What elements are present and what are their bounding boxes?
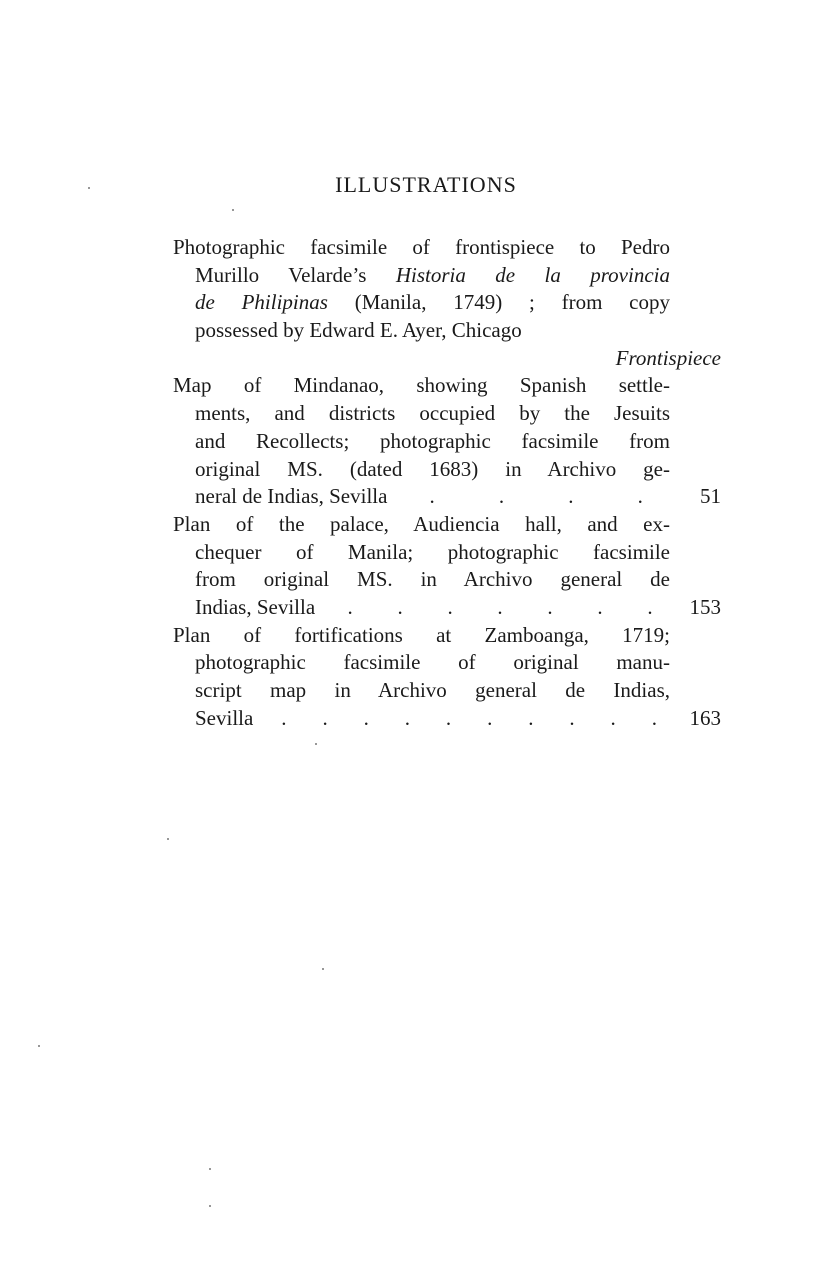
scan-speck <box>209 1168 211 1170</box>
entry-line: script map in Archivo general de Indias, <box>195 678 670 702</box>
dot-leader: . . . . . . . . . . <box>281 705 657 730</box>
entry-line: Indias, Sevilla . . . . . . . 153 <box>195 594 721 622</box>
scan-speck <box>315 743 317 745</box>
entry-line: Murillo Velarde’s Historia de la provincia <box>195 262 670 287</box>
book-title-italic: Historia de la provincia <box>395 262 670 287</box>
scan-speck <box>322 968 324 970</box>
dot-leader: . . . . <box>429 484 643 509</box>
scan-speck <box>38 1045 40 1047</box>
illustrations-list <box>173 234 721 732</box>
page-reference: 51 <box>700 484 721 509</box>
entry-line: neral de Indias, Sevilla . . . . 51 <box>195 483 721 511</box>
dot-leader: . . . . . . . <box>347 594 653 619</box>
entry-line: ments, and districts occupied by the Jesuits <box>195 401 670 426</box>
page-reference: 163 <box>689 705 721 730</box>
entry-line: and Recollects; photographic facsimile from <box>195 428 670 453</box>
scan-speck <box>88 187 90 189</box>
scan-speck <box>209 1205 211 1207</box>
page-reference: Frontispiece <box>615 345 721 370</box>
entry-line: Map of Mindanao, showing Spanish settle- <box>173 373 670 398</box>
entry-line: de Philipinas (Manila, 1749) ; from copy <box>195 290 670 315</box>
entry-line: Sevilla . . . . . . . . . . 163 <box>195 705 721 733</box>
book-title-italic: de Philipinas <box>195 290 328 315</box>
scan-speck <box>232 209 234 211</box>
entry-line: Plan of fortifications at Zamboanga, 1719; <box>173 622 670 647</box>
illustration-entry-palace-plan <box>173 511 721 622</box>
illustration-entry-mindanao-map <box>173 372 721 510</box>
entry-line: possessed by Edward E. Ayer, Chicago <box>195 318 522 343</box>
entry-line: from original MS. in Archivo general de <box>195 567 670 592</box>
entry-line: Plan of the palace, Audiencia hall, and ex- <box>173 511 670 536</box>
entry-line: Photographic facsimile of frontispiece to Pedro <box>173 235 670 259</box>
entry-line: original MS. (dated 1683) in Archivo ge- <box>195 456 670 481</box>
illustration-entry-frontispiece <box>173 234 721 372</box>
entry-line: photographic facsimile of original manu- <box>195 650 670 675</box>
scan-speck <box>167 838 169 840</box>
illustration-entry-zamboanga-plan <box>173 622 721 733</box>
page-title: ILLUSTRATIONS <box>335 172 517 197</box>
page-reference: 153 <box>689 594 721 619</box>
entry-line: chequer of Manila; photographic facsimile <box>195 539 670 564</box>
